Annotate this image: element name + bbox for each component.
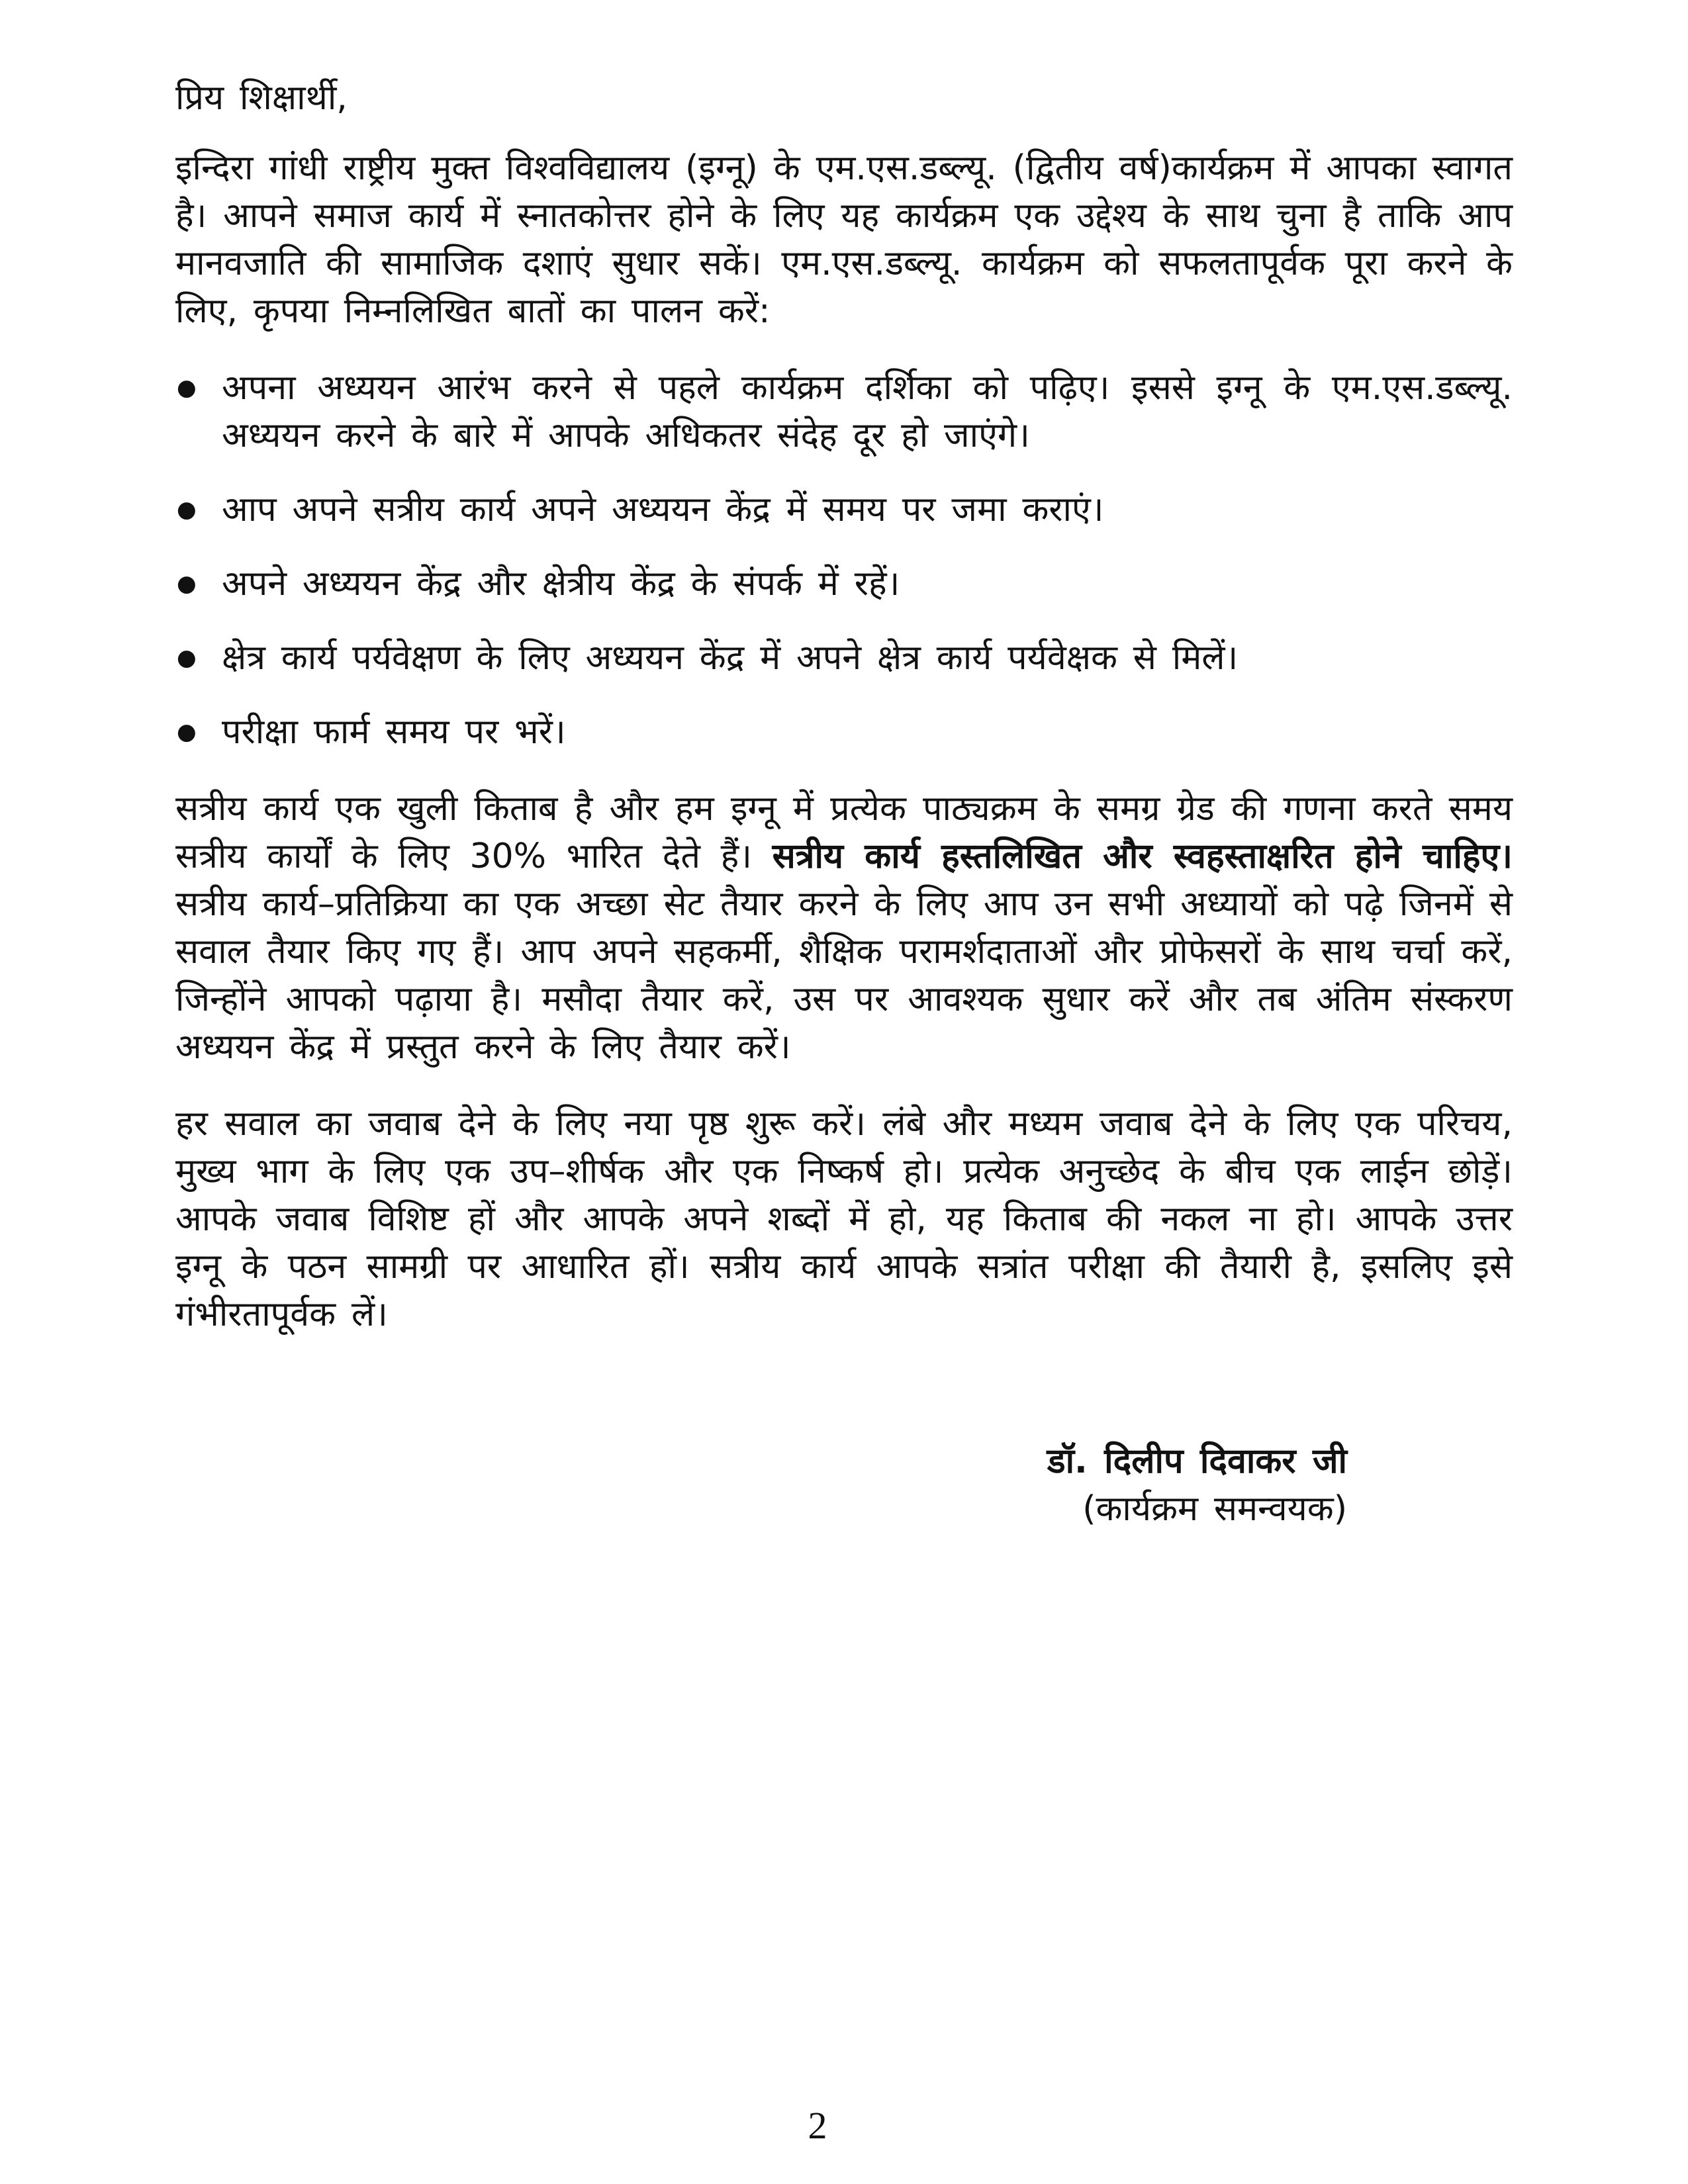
bullet-icon: ● [177,496,197,523]
paragraph-assignment-weight [175,785,1513,1071]
list-item [175,708,1513,756]
list-item-text: आप अपने सत्रीय कार्य अपने अध्ययन केंद्र में समय पर जमा कराएं। [222,490,1104,529]
bullet-icon: ● [177,645,197,671]
list-item [175,364,1513,459]
bullet-icon: ● [177,719,197,745]
paragraph-answer-guidelines: हर सवाल का जवाब देने के लिए नया पृष्ठ शुरू करें। लंबे और मध्यम जवाब देने के लिए एक परिचय, मुख्य भाग के लिए एक उप–शीर्षक और एक निष्कर्ष हो। प्रत्येक अनुच्छेद के बीच एक लाईन छोड़ें। आपके जवाब विशिष्ट हों और आपके अपने शब्दों में हो, यह किताब की नकल ना हो। आपके उत्तर इग्नू के पठन सामग्री पर आधारित हों। सत्रीय कार्य आपके सत्रांत परीक्षा की तैयारी है, इसलिए इसे गंभीरतापूर्वक लें। [175,1104,1513,1334]
text-segment: सत्रीय कार्य–प्रतिक्रिया का एक अच्छा सेट तैयार करने के लिए आप उन सभी अध्यायों को पढ़े जिनमें से सवाल तैयार किए गए हैं। आप अपने सहकर्मी, शैक्षिक परामर्शदाताओं और प्रोफेसरों के साथ चर्चा करें, जिन्होंने आपको पढ़ाया है। मसौदा तैयार करें, उस पर आवश्यक सुधार करें और तब अंतिम संस्करण अध्ययन केंद्र में प्रस्तुत करने के लिए तैयार करें। [175,884,1513,1067]
list-item-text: क्षेत्र कार्य पर्यवेक्षण के लिए अध्ययन केंद्र में अपने क्षेत्र कार्य पर्यवेक्षक से मिलें। [222,638,1239,678]
letter-body [175,74,1513,1533]
list-item-text: अपने अध्ययन केंद्र और क्षेत्रीय केंद्र के संपर्क में रहें। [222,564,900,604]
instructions-list [175,364,1513,756]
emphasized-text: सत्रीय कार्य हस्तलिखित और स्वहस्ताक्षरित होने चाहिए। [772,837,1513,876]
bullet-icon: ● [177,375,197,401]
list-item-text: अपना अध्ययन आरंभ करने से पहले कार्यक्रम दर्शिका को पढ़िए। इससे इग्नू के एम.एस.डब्ल्यू. अध्ययन करने के बारे में आपके अधिकतर संदेह दूर हो जाएंगे। [222,368,1513,455]
list-item [175,634,1513,682]
list-item-text: परीक्षा फार्म समय पर भरें। [222,712,566,752]
closing-name: डॉ. दिलीप दिवाकर जी [1047,1441,1347,1481]
page-number: 2 [808,2104,827,2147]
list-item [175,560,1513,608]
salutation: प्रिय शिक्षार्थी, [175,78,348,118]
list-item [175,486,1513,533]
closing-role: (कार्यक्रम समन्वयक) [1082,1489,1347,1529]
bullet-icon: ● [177,570,197,597]
closing-block [175,1437,1513,1533]
text-segment: सत्रीय कार्य एक खुली किताब है और हम इग्नू में प्रत्येक पाठ्यक्रम के समग्र ग्रेड की गणना करते समय सत्रीय कार्यों के लिए 30% भारित देते हैं। [175,789,1513,876]
paragraph-welcome: इन्दिरा गांधी राष्ट्रीय मुक्त विश्वविद्यालय (इग्नू) के एम.एस.डब्ल्यू. (द्वितीय वर्ष)कार्यक्रम में आपका स्वागत है। आपने समाज कार्य में स्नातकोत्तर होने के लिए यह कार्यक्रम एक उद्देश्य के साथ चुना है ताकि आप मानवजाति की सामाजिक दशाएं सुधार सकें। एम.एस.डब्ल्यू. कार्यक्रम को सफलतापूर्वक पूरा करने के लिए, कृपया निम्नलिखित बातों का पालन करें: [175,148,1513,331]
